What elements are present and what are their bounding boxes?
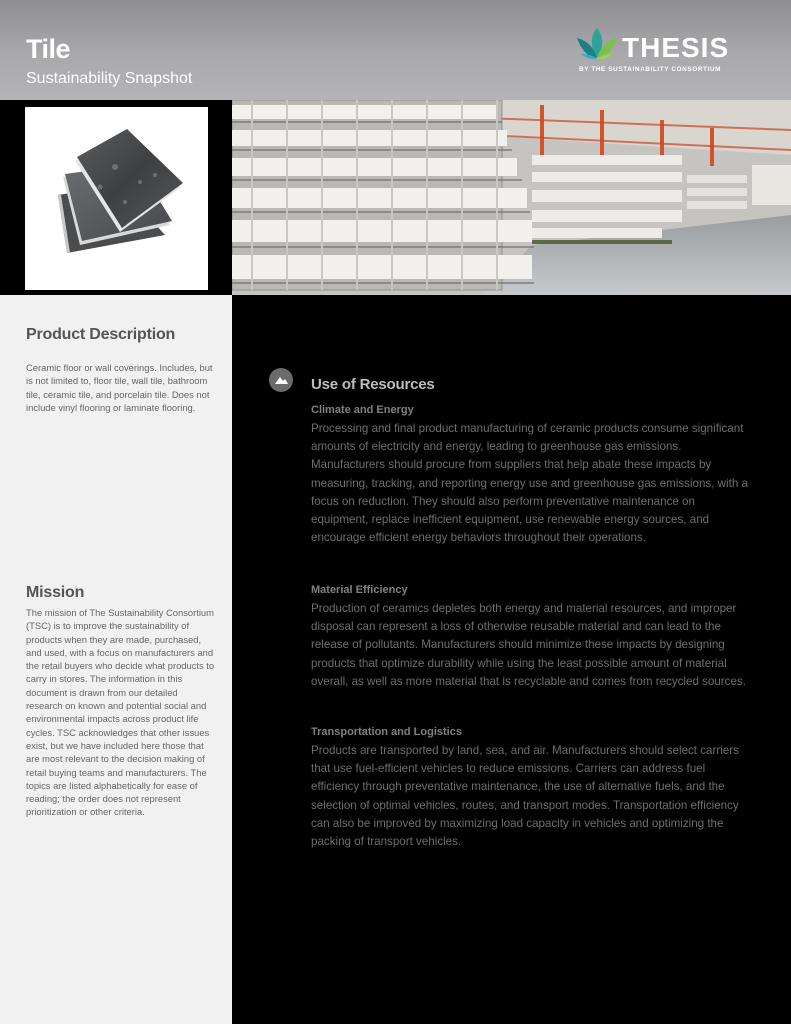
tile-product-image: [25, 107, 208, 290]
topic-text: Production of ceramics depletes both energy and material resources, and improper disposal can represent a loss of otherwise reusable material and can lead to the release of pollutants. Manufacturers should minimize these impacts by designing products that optimize durability while using the least possible amount of material overall, as well as more material that is recyclable and comes from recycled sources.: [311, 602, 746, 688]
mission-heading: Mission: [26, 584, 85, 601]
document-subtitle: Sustainability Snapshot: [26, 70, 193, 87]
mission-text: The mission of The Sustainability Consortium (TSC) is to improve the sustainability of products when they are made, purchased, and used, with a focus on manufacturers and the retail buyers who decide what products to carry in stores. The information in this document is drawn from our detailed research on known and potential social and environmental impacts across product life cycles. TSC acknowledges that other issues exist, but we have included here those that are most relevant to the decision making of retail buying teams and manufacturers. The topics are listed alphabetically for ease of reading; the order does not represent prioritization or other criteria.: [26, 607, 215, 818]
section-title: Use of Resources: [311, 376, 435, 393]
product-description-heading: Product Description: [26, 326, 176, 343]
topic-text: Processing and final product manufacturing of ceramic products consume significant amounts of electricity and energy, leading to greenhouse gas emissions. Manufacturers should procure from suppliers that help abate these impacts by measuring, tracking, and reporting energy use and greenhouse gas emissions, with a focus on reduction. They should also perform preventative maintenance on equipment, replace inefficient equipment, use renewable energy sources, and encourage efficient energy behaviors throughout their operations.: [311, 422, 748, 545]
product-description-text: Ceramic floor or wall coverings. Includes, but is not limited to, floor tile, wall tile, bathroom tile, ceramic tile, and porcelain tile. Does not include vinyl flooring or laminate flooring.: [26, 362, 213, 413]
logo-wordmark: THESIS: [622, 32, 730, 63]
topic-heading: Material Efficiency: [311, 584, 408, 596]
lotus-leaf-icon: [575, 26, 619, 62]
thesis-logo: [575, 26, 745, 76]
mountain-icon: [269, 368, 293, 392]
topic-text: Products are transported by land, sea, and air. Manufacturers should select carriers that use fuel-efficient vehicles to reduce emissions. Carriers can address fuel efficiency through preventative maintenance, the use of alternative fuels, and the selection of optimal vehicles, routes, and transport modes. Transportation efficiency can also be improved by maximizing load capacity in vehicles and optimizing the packing of transport vehicles.: [311, 744, 739, 849]
topic-heading: Climate and Energy: [311, 404, 414, 416]
factory-warehouse-image: [232, 100, 791, 295]
logo-tagline: BY THE SUSTAINABILITY CONSORTIUM: [579, 66, 722, 73]
page-header: [0, 0, 791, 100]
topic-heading: Transportation and Logistics: [311, 726, 462, 738]
document-title: Tile: [26, 34, 71, 64]
